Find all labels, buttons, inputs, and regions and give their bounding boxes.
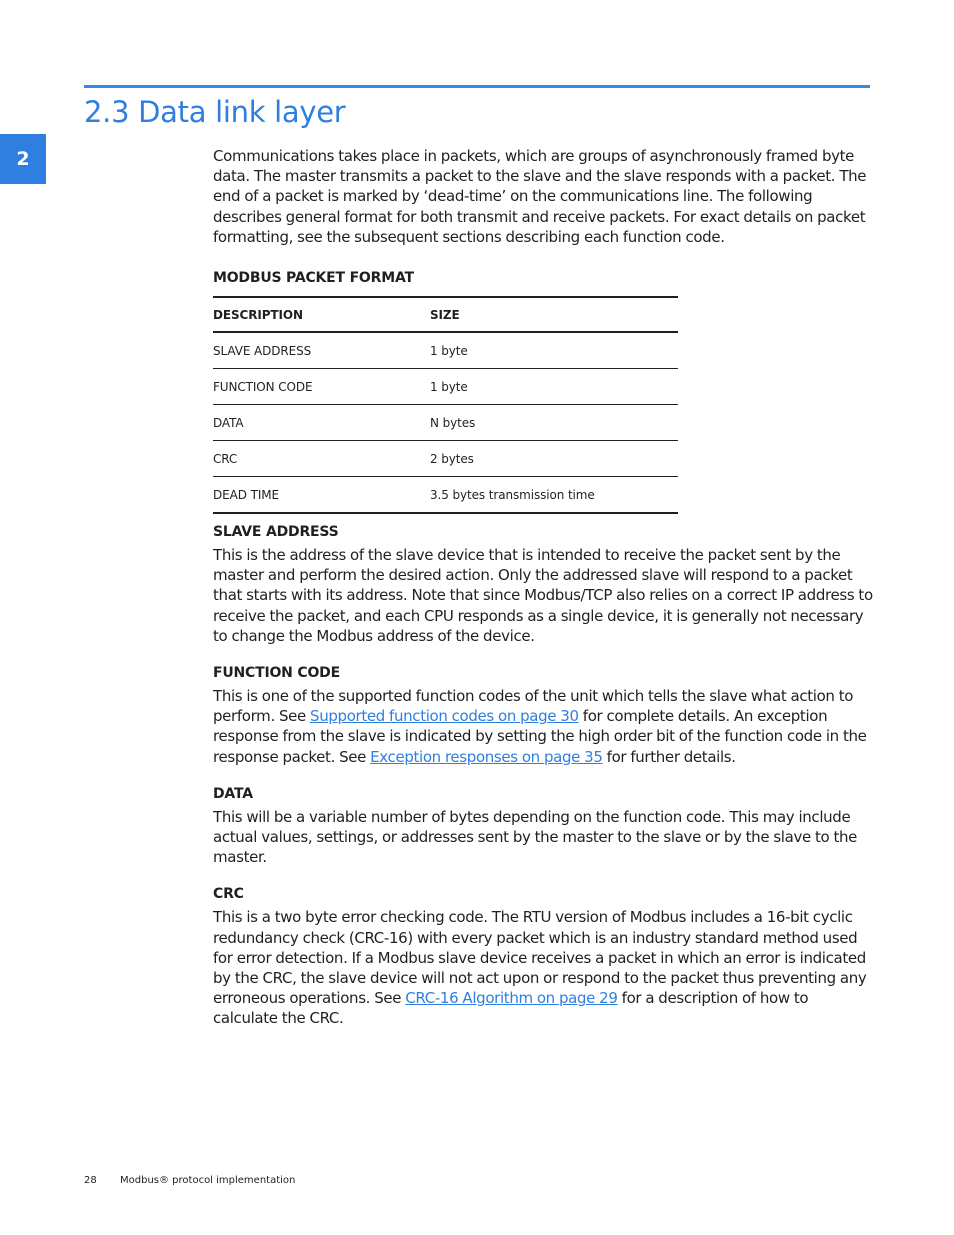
section-heading: SLAVE ADDRESS: [213, 524, 339, 541]
section-slave-address: [213, 523, 873, 646]
section-heading: CRC: [213, 886, 244, 903]
section-heading: FUNCTION CODE: [213, 665, 340, 682]
page-number: 28: [84, 1175, 97, 1186]
main-content: [213, 146, 873, 1029]
body-text: for complete details. An exception response from the slave is indicated by setting the high order bit of the function code in the response packet. See: [213, 707, 867, 766]
table-row: [213, 441, 678, 477]
row-size: 3.5 bytes transmission time: [430, 477, 678, 514]
row-size: 2 bytes: [430, 441, 678, 477]
header-rule: [84, 85, 870, 88]
body-text: for a description of how to calculate the CRC.: [213, 989, 809, 1028]
chapter-tab: 2: [0, 134, 46, 184]
link-exception-responses[interactable]: Exception responses on page 35: [370, 747, 603, 766]
intro-paragraph: Communications takes place in packets, which are groups of asynchronously framed byte data. The master transmits a packet to the slave and the slave responds with a packet. The end of a packet is marked by ‘dead-time’ on the communications line. The following describes general format for both transmit and receive packets. For exact details on packet formatting, see the subsequent sections describing each function code.: [213, 147, 867, 246]
body-text: This is a two byte error checking code. The RTU version of Modbus includes a 16-bit cyclic redundancy check (CRC-16) with every packet which is an industry standard method used for error detection. If a Modbus slave device receives a packet in which an error is indicated by the CRC, the slave device will not act upon or respond to the packet thus preventing any erroneous operations. See: [213, 908, 867, 1008]
table-row: [213, 477, 678, 514]
packet-format-table: [213, 296, 678, 514]
row-description: DATA: [213, 405, 430, 441]
table-row: [213, 369, 678, 405]
table-header-row: [213, 297, 678, 332]
row-description: SLAVE ADDRESS: [213, 332, 430, 369]
column-header-description: DESCRIPTION: [213, 297, 430, 332]
page-title: 2.3 Data link layer: [84, 95, 346, 129]
row-description: CRC: [213, 441, 430, 477]
row-description: DEAD TIME: [213, 477, 430, 514]
link-crc16-algorithm[interactable]: CRC-16 Algorithm on page 29: [405, 989, 618, 1008]
table-row: [213, 405, 678, 441]
section-function-code: [213, 664, 873, 767]
section-crc: [213, 885, 873, 1028]
link-supported-function-codes[interactable]: Supported function codes on page 30: [310, 707, 579, 726]
section-data: [213, 785, 873, 868]
section-body: [213, 686, 873, 767]
row-size: N bytes: [430, 405, 678, 441]
footer-title: Modbus® protocol implementation: [120, 1175, 296, 1186]
section-body: [213, 907, 873, 1028]
table-caption: MODBUS PACKET FORMAT: [213, 270, 414, 287]
body-text: This is one of the supported function codes of the unit which tells the slave what action to perform. See: [213, 687, 854, 726]
section-heading: DATA: [213, 785, 253, 802]
table-row: [213, 332, 678, 369]
section-body: This is the address of the slave device that is intended to receive the packet sent by the master and perform the desired action. Only the addressed slave will respond to a packet that starts with its address. Note that since Modbus/TCP also relies on a correct IP address to receive the packet, and each CPU responds as a single device, it is generally not necessary to change the Modbus address of the device.: [213, 546, 873, 645]
row-size: 1 byte: [430, 332, 678, 369]
row-description: FUNCTION CODE: [213, 369, 430, 405]
section-body: This will be a variable number of bytes depending on the function code. This may include actual values, settings, or addresses sent by the master to the slave or by the slave to the master.: [213, 807, 858, 867]
column-header-size: SIZE: [430, 297, 678, 332]
row-size: 1 byte: [430, 369, 678, 405]
body-text: for further details.: [602, 747, 736, 766]
